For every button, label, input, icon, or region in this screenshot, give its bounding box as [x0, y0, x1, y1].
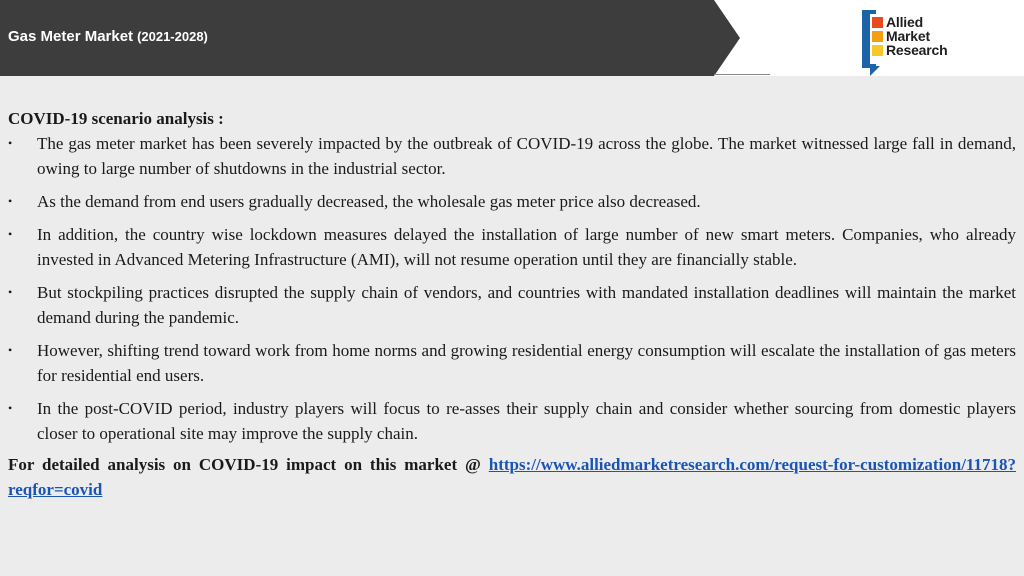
logo-bracket [862, 10, 870, 68]
logo-square-yellow [872, 45, 883, 56]
list-item-text: The gas meter market has been severely impacted by the outbreak of COVID-19 across the globe. The market witnessed large fall in demand, owing to large number of shutdowns in the industrial sector. [37, 134, 1016, 178]
logo-square-red [872, 17, 883, 28]
bullet-icon: • [8, 227, 13, 241]
page-title [8, 28, 208, 45]
list-item-text: But stockpiling practices disrupted the supply chain of vendors, and countries with mandated installation deadlines will maintain the market demand during the pandemic. [37, 283, 1016, 327]
logo-square-orange [872, 31, 883, 42]
logo-tail [870, 66, 880, 76]
bullet-icon: • [8, 285, 13, 299]
header-divider [714, 74, 770, 75]
customization-link[interactable]: https://www.alliedmarketresearch.com/request-for-customization/11718?reqfor=covid [8, 455, 1016, 499]
bullet-icon: • [8, 136, 13, 150]
logo-row-3 [872, 44, 947, 57]
footer-text: For detailed analysis on COVID-19 impact on this market @ [8, 455, 481, 474]
bullet-icon: • [8, 194, 13, 208]
list-item-text: As the demand from end users gradually decreased, the wholesale gas meter price also decreased. [37, 192, 701, 211]
bullet-icon: • [8, 343, 13, 357]
section-heading: COVID-19 scenario analysis : [8, 109, 224, 128]
title-years: (2021-2028) [137, 29, 208, 44]
logo-bracket-top [862, 10, 876, 14]
allied-market-research-logo [862, 10, 982, 76]
list-item [8, 131, 1016, 181]
list-item-text: In the post-COVID period, industry players will focus to re-asses their supply chain and consider whether sourcing from domestic players closer to operational site may improve the supply chain. [37, 399, 1016, 443]
logo-word-2: Market [886, 28, 930, 44]
list-item [8, 280, 1016, 330]
title-main: Gas Meter Market [8, 28, 134, 45]
list-item [8, 338, 1016, 388]
list-item [8, 396, 1016, 446]
footer-note [8, 452, 1016, 502]
logo-word-3: Research [886, 42, 948, 58]
list-item [8, 222, 1016, 272]
logo-word-1: Allied [886, 14, 923, 30]
list-item-text: However, shifting trend toward work from home norms and growing residential energy consumption will escalate the installation of gas meters for residential end users. [37, 341, 1016, 385]
list-item [8, 189, 1016, 214]
list-item-text: In addition, the country wise lockdown measures delayed the installation of large number of new smart meters. Companies, who already invested in Advanced Metering Infrastructure (AMI), will not resume operation until they are financially stable. [37, 225, 1016, 269]
main-content [8, 106, 1016, 502]
bullet-icon: • [8, 401, 13, 415]
bullet-list [8, 131, 1016, 446]
